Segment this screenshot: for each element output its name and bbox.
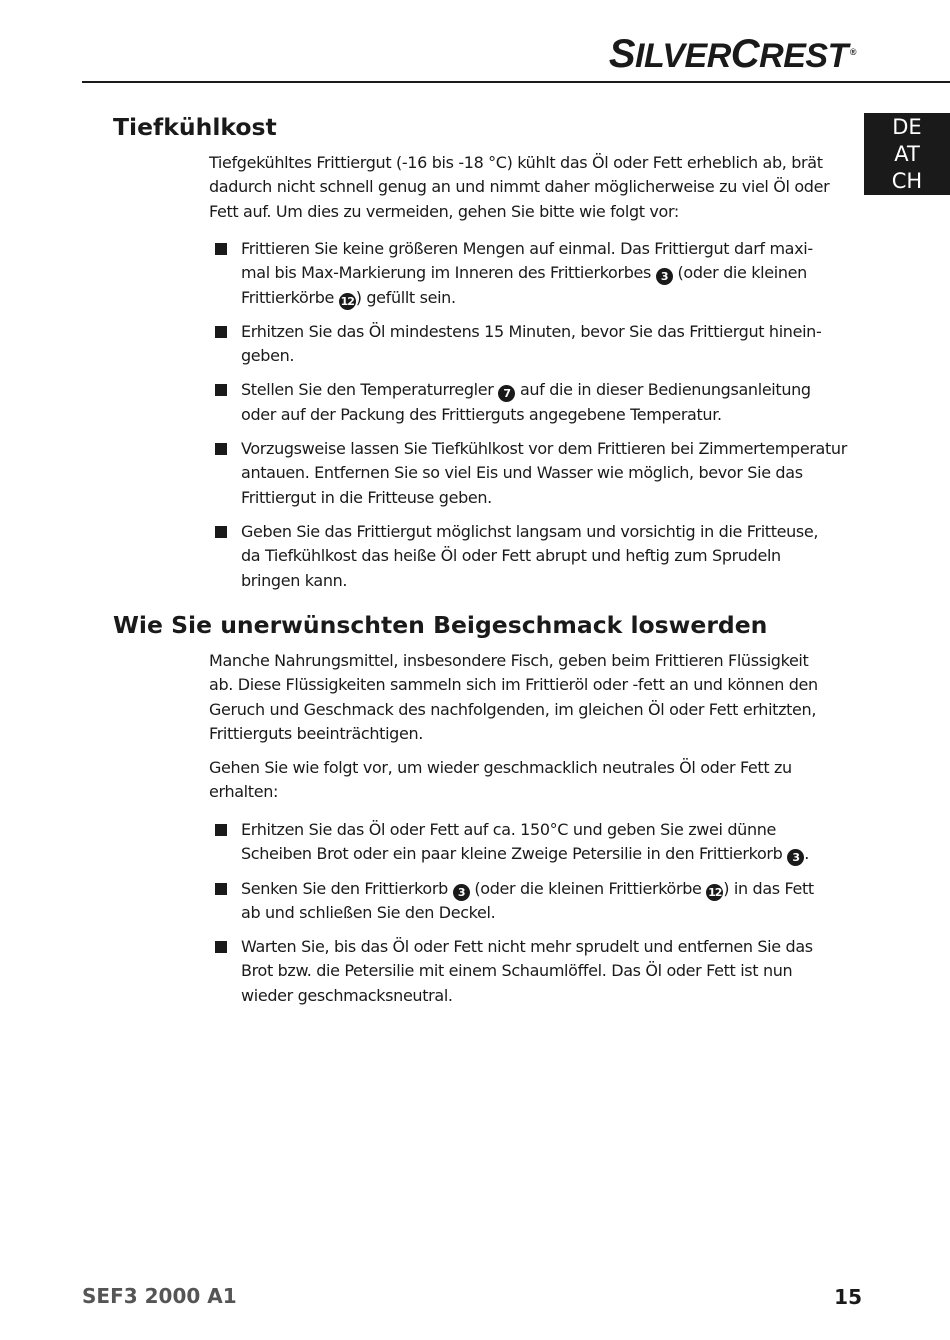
bullet-square-icon	[215, 526, 227, 538]
instructions-paragraph: Gehen Sie wie folgt vor, um wieder geschmacklich neutrales Öl oder Fett zu erhalten:	[209, 758, 792, 802]
bullet-square-icon	[215, 243, 227, 255]
list-item: Warten Sie, bis das Öl oder Fett nicht mehr sprudelt und entfernen Sie das Brot bzw. die Petersilie mit einem Schaumlöffel. Das Öl oder Fett ist nun wieder geschmacksneutral.	[209, 935, 839, 1008]
language-at: AT	[894, 142, 920, 166]
list-item: Vorzugsweise lassen Sie Tiefkühlkost vor dem Frittieren bei Zimmertemperatur antauen. Entfernen Sie so viel Eis und Wasser wie möglich, bevor Sie das Frittiergut in die Fritteuse geben.	[209, 437, 839, 510]
part-number-badge: 3	[787, 849, 804, 866]
part-number-badge: 3	[656, 268, 673, 285]
bullet-square-icon	[215, 443, 227, 455]
section-title-beigeschmack: Wie Sie unerwünschten Beigeschmack loswerden	[113, 611, 768, 639]
bullet-square-icon	[215, 326, 227, 338]
list-item: Stellen Sie den Temperaturregler 7 auf die in dieser Bedienungsanleitung oder auf der Packung des Frittierguts angegebene Temperatur.	[209, 378, 839, 427]
list-item: Frittieren Sie keine größeren Mengen auf einmal. Das Frittiergut darf maxi- mal bis Max-Markierung im Inneren des Frittierkorbes 3 (oder die kleinen Frittierkörbe 12 ) gefüllt sein.	[209, 237, 839, 310]
language-tab	[864, 113, 950, 195]
section-title-tiefkuehlkost: Tiefkühlkost	[113, 113, 277, 141]
part-number-badge: 12	[340, 294, 354, 308]
bullet-square-icon	[215, 824, 227, 836]
list-item: Geben Sie das Frittiergut möglichst langsam und vorsichtig in die Fritteuse, da Tiefkühlkost das heiße Öl oder Fett abrupt und heftig zum Sprudeln bringen kann.	[209, 520, 839, 593]
model-number: SEF3 2000 A1	[82, 1284, 237, 1308]
header-rule	[82, 81, 950, 83]
bullet-square-icon	[215, 941, 227, 953]
bullet-square-icon	[215, 384, 227, 396]
intro-paragraph: Tiefgekühltes Frittiergut (-16 bis -18 °C) kühlt das Öl oder Fett erheblich ab, brät dadurch nicht schnell genug an und nimmt daher möglicherweise zu viel Öl oder Fett auf. Um dies zu vermeiden, gehen Sie bitte wie folgt vor:	[209, 153, 830, 221]
part-number-badge: 3	[453, 884, 470, 901]
part-number-badge: 7	[498, 385, 515, 402]
frozen-food-list	[209, 237, 847, 593]
language-ch: CH	[891, 169, 923, 193]
language-de: DE	[892, 115, 922, 139]
aftertaste-paragraph: Manche Nahrungsmittel, insbesondere Fisch, geben beim Frittieren Flüssigkeit ab. Diese Flüssigkeiten sammeln sich im Frittieröl oder -fett an und können den Geruch und Geschmack des nachfolgenden, im gleichen Öl oder Fett erhitzten, Frittierguts beeinträchtigen.	[209, 651, 818, 743]
list-item: Senken Sie den Frittierkorb 3 (oder die kleinen Frittierkörbe 12 ) in das Fett ab und schließen Sie den Deckel.	[209, 877, 839, 926]
aftertaste-steps-list	[209, 818, 839, 1008]
list-item: Erhitzen Sie das Öl mindestens 15 Minuten, bevor Sie das Frittiergut hinein- geben.	[209, 320, 839, 369]
brand-logo: SILVERCREST ®	[608, 32, 856, 76]
page-number: 15	[834, 1285, 862, 1309]
part-number-badge: 12	[708, 885, 722, 899]
bullet-square-icon	[215, 883, 227, 895]
list-item: Erhitzen Sie das Öl oder Fett auf ca. 150°C und geben Sie zwei dünne Scheiben Brot oder ein paar kleine Zweige Petersilie in den Frittierkorb 3 .	[209, 818, 839, 867]
